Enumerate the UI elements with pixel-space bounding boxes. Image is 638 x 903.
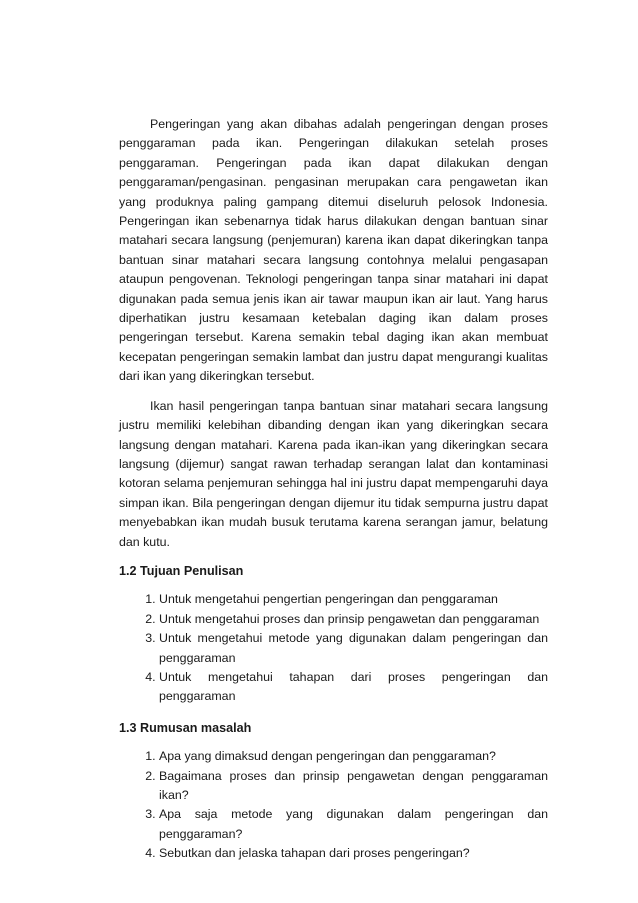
list-item: 4. Untuk mengetahui tahapan dari proses pengeringan dan penggaraman (159, 668, 548, 707)
list-item: 3. Apa saja metode yang digunakan dalam pengeringan dan penggaraman? (159, 805, 548, 844)
paragraph-intro: Pengeringan yang akan dibahas adalah pengeringan dengan proses penggaraman pada ikan. Pengeringan dilakukan setelah proses penggaraman. Pengeringan pada ikan dapat dilakukan dengan penggaraman/pengasinan. pengasinan merupakan cara pengawetan ikan yang produknya paling gampang ditemui diseluruh pelosok Indonesia. Pengeringan ikan sebenarnya tidak harus dilakukan dengan bantuan sinar matahari secara langsung (penjemuran) karena ikan dapat dikeringkan tanpa bantuan sinar matahari secara langsung contohnya melalui pengasapan ataupun pengovenan. Teknologi pengeringan tanpa sinar matahari ini dapat digunakan pada semua jenis ikan air tawar maupun ikan air laut. Yang harus diperhatikan justru kesamaan ketebalan daging ikan dalam proses pengeringan tersebut. Karena semakin tebal daging ikan akan membuat kecepatan pengeringan semakin lambat dan justru dapat mengurangi kualitas dari ikan yang dikeringkan tersebut. (119, 117, 548, 384)
paragraph-advantages: Ikan hasil pengeringan tanpa bantuan sinar matahari secara langsung justru memiliki kelebihan dibanding dengan ikan yang dikeringkan secara langsung dengan matahari. Karena pada ikan-ikan yang dikeringkan secara langsung (dijemur) sangat rawan terhadap serangan lalat dan kontaminasi kotoran selama penjemuran sehingga hal ini justru dapat mempengaruhi daya simpan ikan. Bila pengeringan dengan dijemur itu tidak sempurna justru dapat menyebabkan ikan mudah busuk terutama karena serangan jamur, belatung dan kutu. (119, 398, 548, 549)
tujuan-list (119, 590, 548, 706)
list-item: 4. Sebutkan dan jelaska tahapan dari proses pengeringan? (159, 844, 548, 863)
document-body (119, 115, 548, 876)
list-item: 2. Untuk mengetahui proses dan prinsip pengawetan dan penggaraman (159, 610, 548, 629)
list-item: 1. Untuk mengetahui pengertian pengeringan dan penggaraman (159, 590, 548, 609)
list-item: 1. Apa yang dimaksud dengan pengeringan dan penggaraman? (159, 747, 548, 766)
rumusan-list (119, 747, 548, 863)
list-item: 3. Untuk mengetahui metode yang digunakan dalam pengeringan dan penggaraman (159, 629, 548, 668)
section-heading-tujuan: 1.2 Tujuan Penulisan (119, 563, 244, 578)
list-item: 2. Bagaimana proses dan prinsip pengawetan dengan penggaraman ikan? (159, 767, 548, 806)
section-heading-rumusan: 1.3 Rumusan masalah (119, 720, 252, 735)
